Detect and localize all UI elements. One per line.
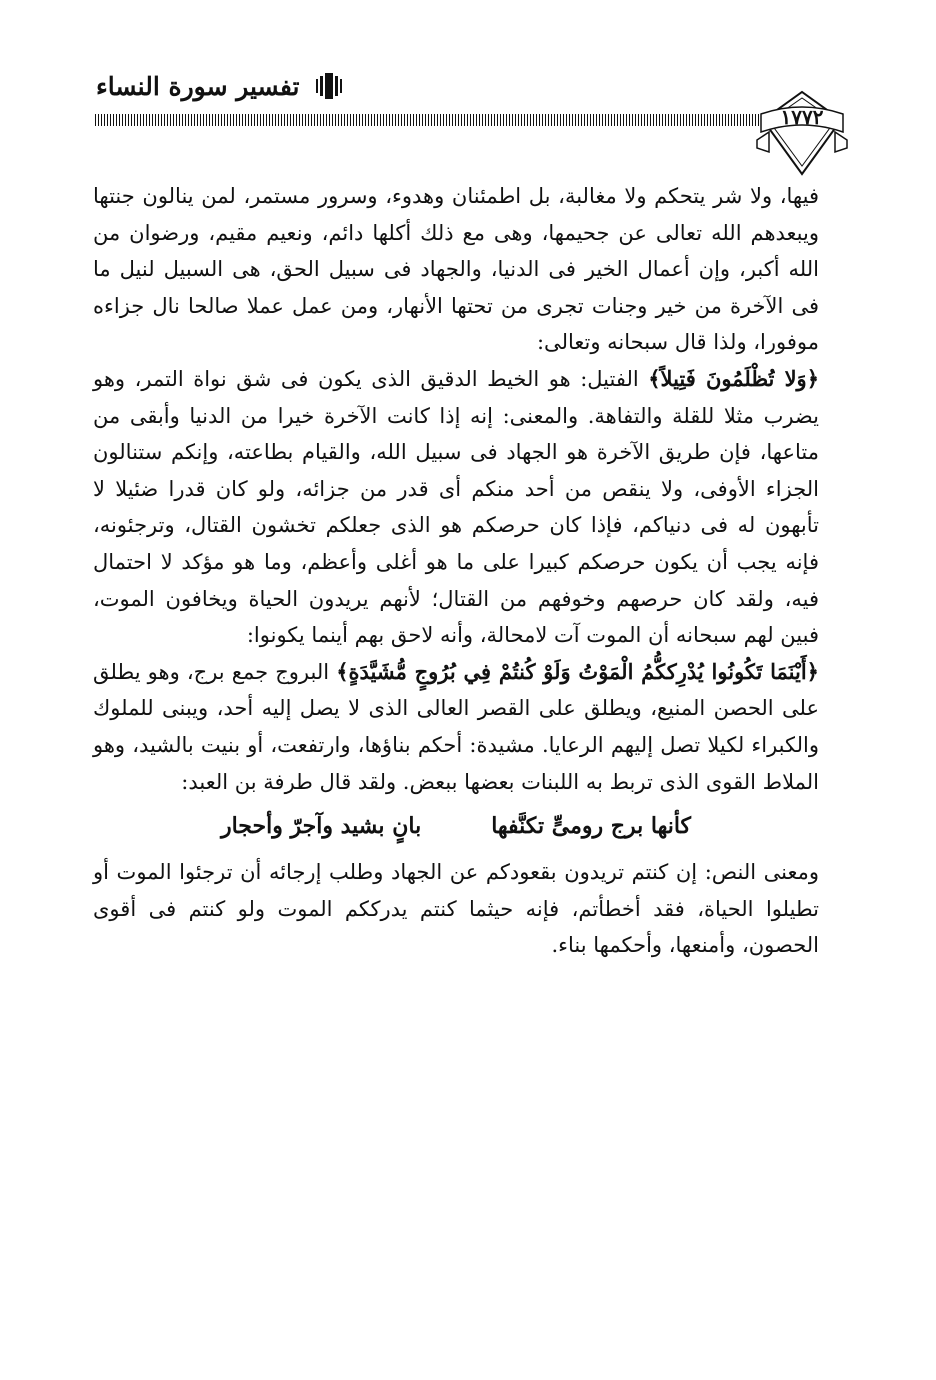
paragraph-1: فيها، ولا شر يتحكم ولا مغالبة، بل اطمئنان وهدوء، وسرور مستمر، لمن ينالون جنتها ويبعدهم الله تعالى عن جحيمها، وهى مع ذلك أكلها دائم، ونعيم مقيم، ورضوان من الله أكبر، وإن أعمال الخير فى الدنيا، والجهاد فى سبيل الحق، هى السبيل لنيل ما فى الآخرة من خير وجنات تجرى من تحتها الأنهار، ومن عمل عملا صالحا نال جزاءه موفورا، ولذا قال سبحانه وتعالى: <box>93 184 819 355</box>
verse-first-hemistich: كأنها برج رومىٍّ تكنَّفها <box>491 813 692 840</box>
running-header-title: تفسير سورة النساء <box>96 72 300 101</box>
paragraph-3-text: البروج جمع برج، وهو يطلق على الحصن المنيع، ويطلق على القصر العالى الذى لا يصل إليه أحد، ويبنى للملوك والكبراء لكيلا تصل إليهم الرعايا. مشيدة: أحكم بناؤها، وارتفعت، أو بنيت بالشيد، وهو الملاط القوى الذى تربط به اللبنات بعضها ببعض. ولقد قال طرفة بن العبد: <box>93 659 819 794</box>
poetry-verse <box>93 806 819 846</box>
page-body <box>93 178 819 964</box>
page-number: ١٧٧٢ <box>780 105 824 129</box>
paragraph-3 <box>93 654 819 800</box>
paragraph-4: ومعنى النص: إن كنتم تريدون بقعودكم عن الجهاد وطلب إرجائه أن ترجئوا الموت أو تطيلوا الحياة، فقد أخطأتم، فإنه حيثما كنتم يدرككم الموت ولو كنتم فى أقوى الحصون، وأمنعها، وأحكمها بناء. <box>93 860 819 958</box>
quran-quote-1: ﴿وَلا تُظْلَمُونَ فَتِيلاً﴾ <box>648 365 819 391</box>
page-number-badge-icon <box>755 88 849 178</box>
quran-quote-2: ﴿أَيْنَمَا تَكُونُوا يُدْرِككُّمُ الْمَوْتُ وَلَوْ كُنتُمْ فِي بُرُوجٍ مُّشَيَّدَةٍ﴾ <box>336 658 819 684</box>
header-ornament-icon <box>316 73 342 103</box>
header-rule <box>95 114 765 126</box>
paragraph-2-text: الفتيل: هو الخيط الدقيق الذى يكون فى شق نواة التمر، وهو يضرب مثلا للقلة والتفاهة. والمعنى: إنه إذا كانت الآخرة خيرا من الدنيا وأبقى من متاعها، فإن طريق الآخرة هو الجهاد فى سبيل الله، والقيام بطاعته، وإنكم ستنالون الجزاء الأوفى، ولا ينقص من أحد منكم أى قدر من جزائه، ولو كان قدرا ضئيلا لا تأبهون له فى دنياكم، فإذا كان حرصكم هو الذى جعلكم تخشون القتال، وترجئونه، فإنه يجب أن يكون حرصكم كبيرا على ما هو أغلى وأعظم، وما هو مؤكد لا احتمال فيه، ولقد كان حرصهم وخوفهم من القتال؛ لأنهم يريدون الحياة ويخافون الموت، فبين لهم سبحانه أن الموت آت لامحالة، وأنه لاحق بهم أينما يكونوا: <box>93 366 819 648</box>
verse-second-hemistich: بانٍ بشيد وآجرّ وأحجار <box>220 813 422 840</box>
paragraph-2 <box>93 361 819 654</box>
